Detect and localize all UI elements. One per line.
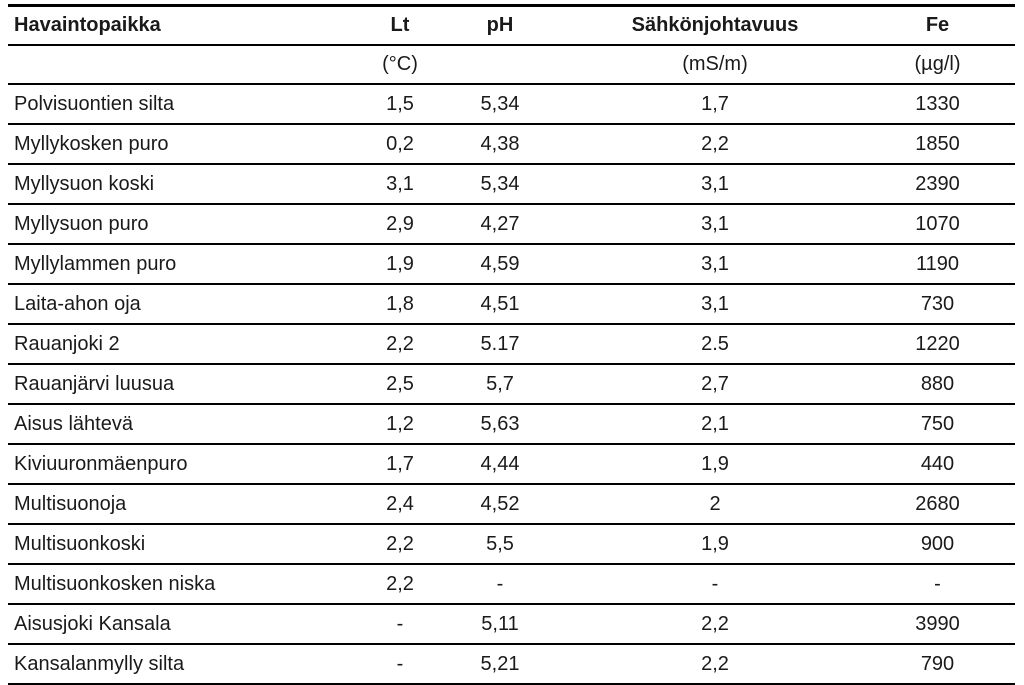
cell-lt: 0,2 [350, 124, 450, 164]
cell-place: Kansalanmylly silta [8, 644, 350, 684]
cell-ec: 1,7 [550, 84, 800, 124]
cell-ec: 2,2 [550, 604, 800, 644]
cell-ec: 3,1 [550, 244, 800, 284]
cell-place: Kiviuuronmäenpuro [8, 444, 350, 484]
cell-ph: 5.17 [450, 324, 550, 364]
cell-fe: 1330 [800, 84, 1015, 124]
header-row [8, 6, 1015, 46]
cell-place: Myllysuon koski [8, 164, 350, 204]
units-row [8, 45, 1015, 84]
table-row [8, 244, 1015, 284]
unit-ph [450, 45, 550, 84]
cell-lt: 2,9 [350, 204, 450, 244]
cell-ec: 2.5 [550, 324, 800, 364]
table-row [8, 524, 1015, 564]
unit-lt: (°C) [350, 45, 450, 84]
header-ph: pH [450, 6, 550, 46]
cell-place: Multisuonoja [8, 484, 350, 524]
cell-fe: 790 [800, 644, 1015, 684]
cell-place: Aisus lähtevä [8, 404, 350, 444]
cell-fe: 900 [800, 524, 1015, 564]
cell-fe: 1220 [800, 324, 1015, 364]
cell-fe: 440 [800, 444, 1015, 484]
cell-fe: 1190 [800, 244, 1015, 284]
table-row [8, 204, 1015, 244]
cell-lt: 2,2 [350, 324, 450, 364]
cell-lt: 3,1 [350, 164, 450, 204]
unit-ec: (mS/m) [550, 45, 800, 84]
cell-fe: 2680 [800, 484, 1015, 524]
cell-ec: 2,1 [550, 404, 800, 444]
cell-ph: 5,34 [450, 164, 550, 204]
cell-lt: 2,2 [350, 524, 450, 564]
cell-ph: 4,27 [450, 204, 550, 244]
cell-fe: 3990 [800, 604, 1015, 644]
cell-ph: 4,44 [450, 444, 550, 484]
cell-ph: 5,7 [450, 364, 550, 404]
cell-place: Myllykosken puro [8, 124, 350, 164]
cell-fe: 2390 [800, 164, 1015, 204]
cell-lt: 1,8 [350, 284, 450, 324]
cell-place: Polvisuontien silta [8, 84, 350, 124]
table-row [8, 444, 1015, 484]
cell-lt: - [350, 644, 450, 684]
cell-ec: - [550, 564, 800, 604]
cell-place: Rauanjoki 2 [8, 324, 350, 364]
cell-fe: 1070 [800, 204, 1015, 244]
table-row [8, 364, 1015, 404]
cell-place: Laita-ahon oja [8, 284, 350, 324]
table-row [8, 284, 1015, 324]
cell-ph: 4,38 [450, 124, 550, 164]
table-row [8, 484, 1015, 524]
cell-lt: - [350, 604, 450, 644]
cell-lt: 1,5 [350, 84, 450, 124]
cell-ec: 2,2 [550, 124, 800, 164]
water-quality-table [8, 4, 1015, 685]
cell-ec: 1,9 [550, 444, 800, 484]
header-fe: Fe [800, 6, 1015, 46]
cell-lt: 1,7 [350, 444, 450, 484]
header-place: Havaintopaikka [8, 6, 350, 46]
cell-place: Rauanjärvi luusua [8, 364, 350, 404]
cell-ph: 5,34 [450, 84, 550, 124]
cell-fe: 750 [800, 404, 1015, 444]
cell-lt: 2,2 [350, 564, 450, 604]
cell-ph: 4,51 [450, 284, 550, 324]
table-body [8, 84, 1015, 684]
cell-lt: 1,9 [350, 244, 450, 284]
cell-place: Myllylammen puro [8, 244, 350, 284]
cell-ec: 2,2 [550, 644, 800, 684]
cell-place: Myllysuon puro [8, 204, 350, 244]
table-row [8, 84, 1015, 124]
cell-ec: 1,9 [550, 524, 800, 564]
cell-ec: 3,1 [550, 284, 800, 324]
table-row [8, 564, 1015, 604]
cell-fe: 1850 [800, 124, 1015, 164]
cell-fe: 880 [800, 364, 1015, 404]
cell-ph: 5,21 [450, 644, 550, 684]
header-ec: Sähkönjohtavuus [550, 6, 800, 46]
cell-ec: 2,7 [550, 364, 800, 404]
table-row [8, 324, 1015, 364]
cell-ph: 4,59 [450, 244, 550, 284]
cell-ph: 5,5 [450, 524, 550, 564]
cell-fe: - [800, 564, 1015, 604]
cell-place: Multisuonkoski [8, 524, 350, 564]
cell-ec: 3,1 [550, 164, 800, 204]
table-row [8, 644, 1015, 684]
cell-place: Aisusjoki Kansala [8, 604, 350, 644]
cell-ph: 5,63 [450, 404, 550, 444]
table-row [8, 164, 1015, 204]
unit-place [8, 45, 350, 84]
cell-ph: 4,52 [450, 484, 550, 524]
table-row [8, 604, 1015, 644]
cell-ph: 5,11 [450, 604, 550, 644]
table-row [8, 124, 1015, 164]
cell-ec: 2 [550, 484, 800, 524]
cell-lt: 2,5 [350, 364, 450, 404]
table-header [8, 6, 1015, 85]
header-lt: Lt [350, 6, 450, 46]
table-row [8, 404, 1015, 444]
unit-fe: (µg/l) [800, 45, 1015, 84]
cell-fe: 730 [800, 284, 1015, 324]
cell-lt: 1,2 [350, 404, 450, 444]
cell-lt: 2,4 [350, 484, 450, 524]
cell-ec: 3,1 [550, 204, 800, 244]
cell-place: Multisuonkosken niska [8, 564, 350, 604]
cell-ph: - [450, 564, 550, 604]
